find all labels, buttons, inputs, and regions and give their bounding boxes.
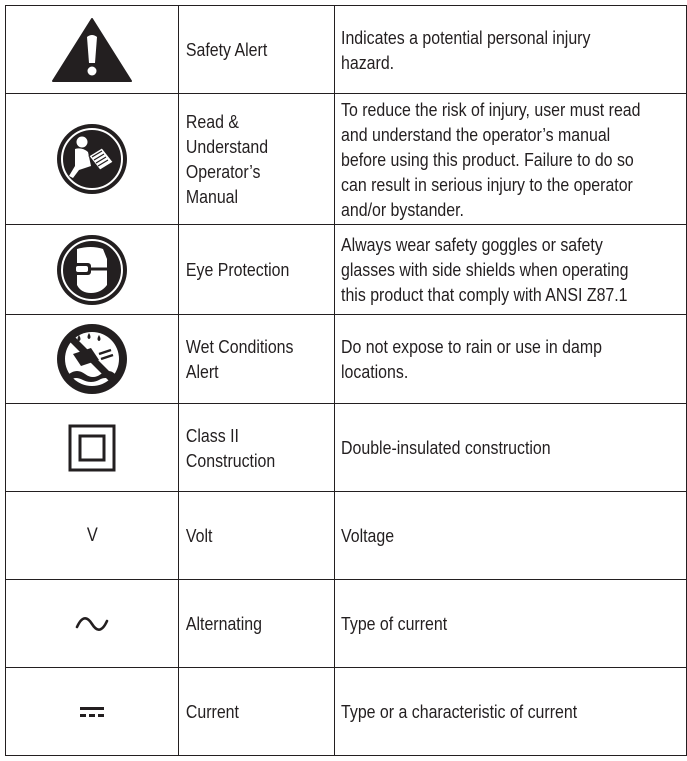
symbol-cell [6,580,179,668]
symbol-name-line: Alternating [185,613,262,634]
table-row [6,6,687,94]
safety-alert-triangle-icon [51,17,133,83]
table-row [6,315,687,404]
symbol-description-cell [335,580,687,668]
symbol-name-cell [179,668,335,756]
description-line: Indicates a potential personal injury [341,26,591,48]
description-line: To reduce the risk of injury, user must read [341,98,641,120]
symbol-cell [6,6,179,94]
eye-protection-goggles-icon [55,233,129,307]
symbol-description-cell [335,668,687,756]
table-row [6,492,687,580]
symbol-name-cell [179,315,335,404]
table-row [6,580,687,668]
read-manual-icon [55,122,129,196]
symbol-name-line: Construction [185,449,276,471]
symbol-description-cell [335,315,687,404]
description-line: this product that comply with ANSI Z87.1 [341,284,628,305]
symbol-name-cell [179,225,335,315]
symbol-name-line: Current [185,701,239,722]
table-row [6,668,687,756]
symbol-name-line: Operator’s [185,161,261,182]
description-line: Double-insulated construction [341,437,551,458]
class-ii-double-square-icon [68,424,116,472]
description-line: glasses with side shields when operating [341,259,629,280]
symbol-name-cell [179,404,335,492]
wet-conditions-prohibited-icon [55,322,129,396]
description-line: can result in serious injury to the operator [341,173,633,195]
symbol-name-line: Class II [185,424,239,446]
description-line: before using this product. Failure to do so [341,148,634,170]
symbol-name-line: Wet Conditions [185,336,294,357]
table-row [6,225,687,315]
symbol-name-cell [179,6,335,94]
symbol-name-cell [179,94,335,225]
symbol-description-cell [335,492,687,580]
symbol-name-line: Manual [185,186,239,207]
symbol-name-line: Eye Protection [185,259,290,280]
description-line: Voltage [341,525,395,546]
symbol-cell [6,668,179,756]
symbol-name-line: Alert [185,361,219,382]
symbol-name-line: Read & [185,111,239,132]
description-line: hazard. [341,51,395,73]
symbol-cell [6,94,179,225]
symbol-description-cell [335,94,687,225]
description-line: locations. [341,361,409,382]
table-row [6,404,687,492]
alternating-current-wave-icon [75,615,109,633]
direct-current-icon [78,705,106,719]
symbol-name-cell [179,492,335,580]
symbol-cell [6,404,179,492]
symbol-name-line: Safety Alert [185,39,268,60]
description-line: Always wear safety goggles or safety [341,234,603,255]
description-line: Type or a characteristic of current [341,701,578,722]
symbol-name-cell [179,580,335,668]
volt-symbol: V [86,524,98,546]
description-line: and understand the operator’s manual [341,123,611,145]
symbol-cell [6,225,179,315]
symbol-description-cell [335,225,687,315]
description-line: and/or bystander. [341,198,464,220]
symbol-description-cell [335,404,687,492]
description-line: Do not expose to rain or use in damp [341,336,602,357]
description-line: Type of current [341,613,448,634]
symbol-name-line: Understand [185,136,269,157]
symbol-description-cell [335,6,687,94]
symbol-cell [6,492,179,580]
symbol-cell [6,315,179,404]
table-row [6,94,687,225]
symbols-table [5,5,687,756]
symbol-name-line: Volt [185,525,213,546]
